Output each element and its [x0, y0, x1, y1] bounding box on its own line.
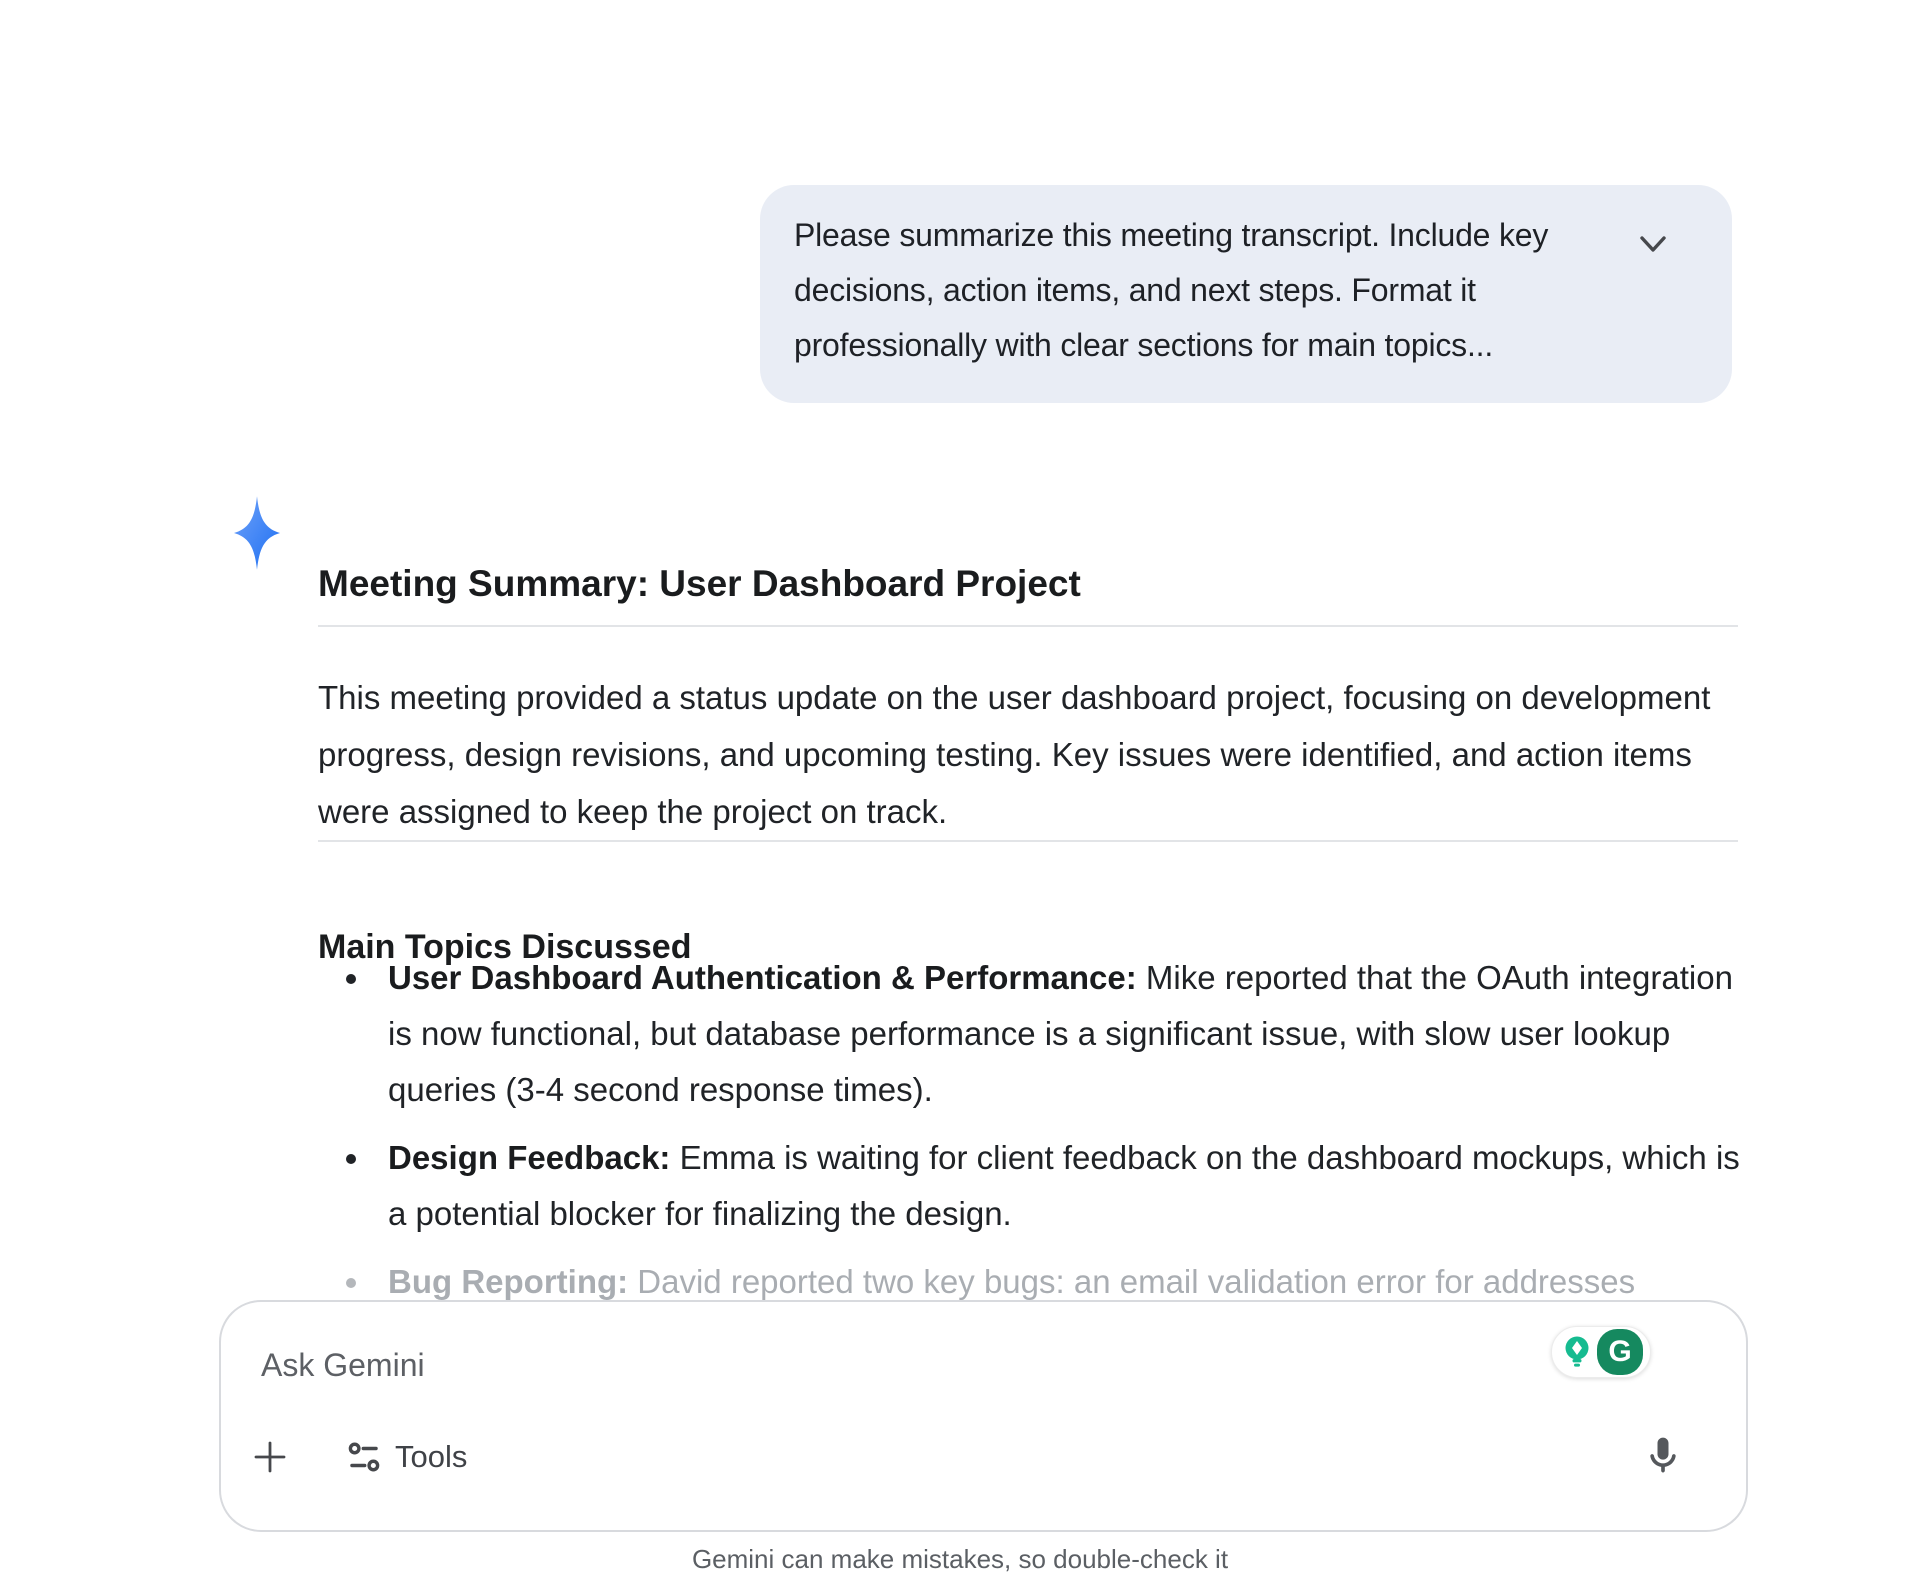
- user-message-text: Please summarize this meeting transcript. Include key decisions, action items, and next steps. Format it professionally with clear sections for main topics...: [794, 217, 1549, 363]
- microphone-icon: [1641, 1434, 1685, 1478]
- grammarly-logo-icon: [1597, 1329, 1643, 1375]
- bullet-dot-icon: [346, 974, 356, 984]
- tools-button-label: Tools: [395, 1439, 468, 1474]
- collapse-message-button[interactable]: [1636, 233, 1670, 257]
- chevron-down-icon: [1636, 233, 1670, 257]
- gemini-sparkle-icon: [234, 496, 280, 570]
- add-attachment-button[interactable]: [247, 1434, 293, 1480]
- bullet-label: Design Feedback:: [388, 1139, 671, 1176]
- plus-icon: [252, 1439, 288, 1475]
- list-item: [318, 1130, 1750, 1242]
- bullet-label: User Dashboard Authentication & Performance:: [388, 959, 1137, 996]
- divider: [318, 840, 1738, 842]
- divider: [318, 625, 1738, 627]
- microphone-button[interactable]: [1635, 1428, 1691, 1484]
- grammarly-g-letter: G: [1608, 1335, 1632, 1368]
- list-item: [318, 950, 1750, 1118]
- topics-list: [318, 950, 1750, 1322]
- grammarly-extension-widget[interactable]: [1551, 1326, 1651, 1378]
- composer-card: [219, 1300, 1748, 1532]
- response-summary: This meeting provided a status update on the user dashboard project, focusing on development progress, design revisions, and upcoming testing. Key issues were identified, and action items were assigned to keep the project on track.: [318, 679, 1711, 830]
- ask-gemini-input[interactable]: [259, 1346, 1463, 1385]
- bullet-text: Mike reported that the OAuth integration is now functional, but database performance is a significant issue, with slow user lookup queries (3-4 second response times).: [388, 959, 1733, 1108]
- bullet-text: Emma is waiting for client feedback on the dashboard mockups, which is a potential blocker for finalizing the design.: [388, 1139, 1740, 1232]
- bullet-dot-icon: [346, 1154, 356, 1164]
- bullet-text: David reported two key bugs: an email validation error for addresses: [628, 1263, 1636, 1300]
- bullet-dot-icon: [346, 1278, 356, 1288]
- disclaimer-text: Gemini can make mistakes, so double-check it: [691, 1544, 1229, 1574]
- grammarly-suggestions-bulb-icon: [1559, 1334, 1595, 1370]
- tune-sliders-icon: [347, 1440, 381, 1474]
- user-message-bubble: [760, 185, 1732, 403]
- section-heading: Main Topics Discussed: [318, 928, 692, 967]
- response-title: Meeting Summary: User Dashboard Project: [318, 562, 1081, 604]
- tools-button[interactable]: [337, 1430, 477, 1484]
- bullet-label: Bug Reporting:: [388, 1263, 629, 1300]
